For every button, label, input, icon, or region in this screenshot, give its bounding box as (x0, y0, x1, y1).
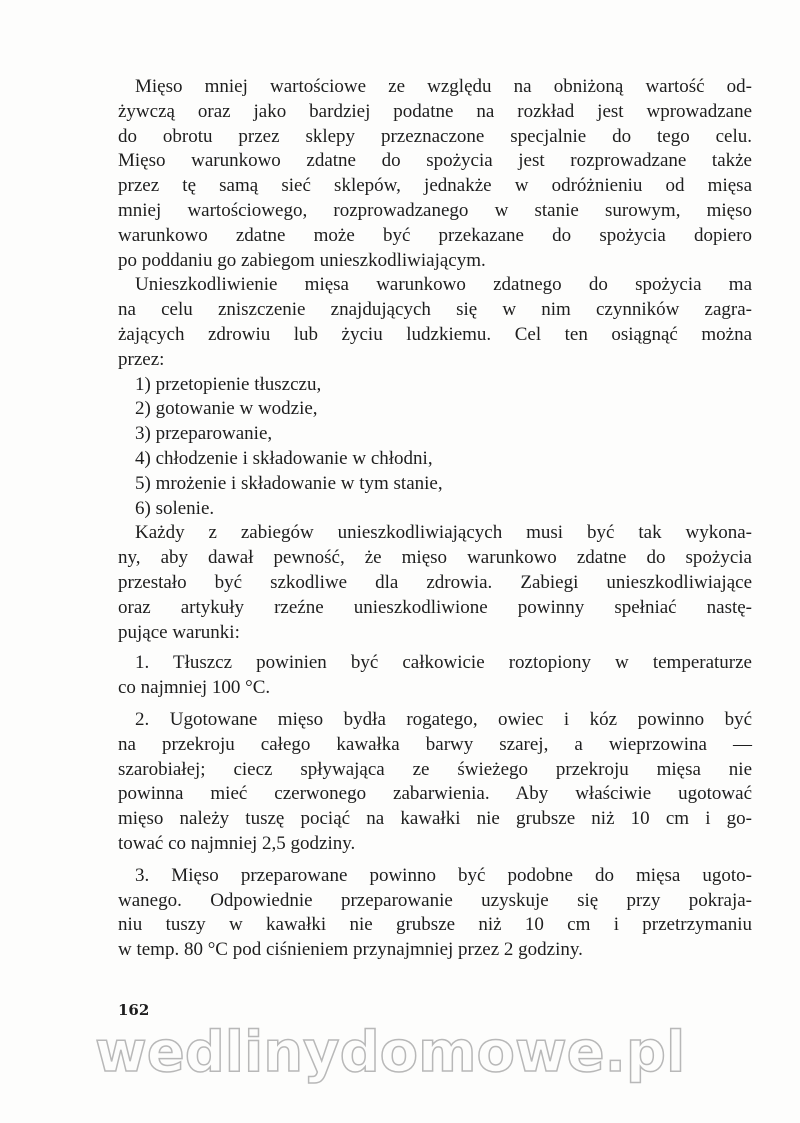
text-line: na przekroju całego kawałka barwy szarej, a wieprzowina — (118, 733, 752, 755)
text-line: wanego. Odpowiednie przeparowanie uzyskuje się przy pokraja- (118, 889, 752, 911)
page-number: 162 (118, 1001, 150, 1019)
text-line: 1. Tłuszcz powinien być całkowicie roztopiony w temperaturze (135, 652, 752, 674)
text-line: do obrotu przez sklepy przeznaczone specjalnie do tego celu. (118, 125, 752, 147)
list-item: 6) solenie. (135, 497, 215, 519)
text-line: po poddaniu go zabiegom unieszkodliwiającym. (118, 249, 486, 271)
list-item: 4) chłodzenie i składowanie w chłodni, (135, 448, 433, 469)
text-line: oraz artykuły rzeźne unieszkodliwione powinny spełniać nastę- (118, 596, 752, 618)
text-line: co najmniej 100 °C. (118, 677, 271, 699)
text-line: 2. Ugotowane mięso bydła rogatego, owiec i kóz powinno być (135, 709, 752, 730)
text-line: warunkowo zdatne może być przekazane do spożycia dopiero (118, 224, 752, 246)
list-item: 2) gotowanie w wodzie, (135, 398, 318, 420)
text-line: mięso należy tuszę pociąć na kawałki nie grubsze niż 10 cm i go- (118, 808, 752, 830)
text-line: mniej wartościowego, rozprowadzanego w stanie surowym, mięso (118, 200, 752, 221)
text-line: żających zdrowiu lub życiu ludzkiemu. Cel ten osiągnąć można (118, 324, 752, 345)
text-line: przestało być szkodliwe dla zdrowia. Zabiegi unieszkodliwiające (118, 572, 752, 593)
list-item: 5) mrożenie i składowanie w tym stanie, (135, 472, 443, 494)
text-line: żywczą oraz jako bardziej podatne na rozkład jest wprowadzane (118, 100, 752, 122)
text-line: w temp. 80 °C pod ciśnieniem przynajmniej przez 2 godziny. (118, 939, 583, 961)
text-line: tować co najmniej 2,5 godziny. (118, 833, 356, 854)
text-line: pujące warunki: (118, 621, 240, 643)
watermark-logo: wedlinydomowe.pl (95, 1020, 686, 1085)
text-line: powinna mieć czerwonego zabarwienia. Aby właściwie ugotować (118, 783, 752, 805)
text-line: na celu zniszczenie znajdujących się w nim czynników zagra- (118, 299, 752, 321)
list-item: 3) przeparowanie, (135, 423, 273, 445)
text-line: przez tę samą sieć sklepów, jednakże w odróżnieniu od mięsa (118, 175, 752, 197)
text-line: Mięso warunkowo zdatne do spożycia jest rozprowadzane także (118, 150, 752, 172)
text-line: szarobiałej; ciecz spływająca ze świeżego przekroju mięsa nie (118, 758, 752, 780)
text-line: niu tuszy w kawałki nie grubsze niż 10 cm i przetrzymaniu (118, 914, 752, 936)
text-line: przez: (118, 348, 165, 370)
text-line: ny, aby dawał pewność, że mięso warunkowo zdatne do spożycia (118, 547, 752, 569)
text-line: Unieszkodliwienie mięsa warunkowo zdatnego do spożycia ma (135, 274, 752, 296)
list-item: 1) przetopienie tłuszczu, (135, 373, 322, 395)
text-line: Mięso mniej wartościowe ze względu na obniżoną wartość od- (135, 76, 752, 97)
text-line: Każdy z zabiegów unieszkodliwiających musi być tak wykona- (135, 522, 752, 544)
text-line: 3. Mięso przeparowane powinno być podobne do mięsa ugoto- (135, 864, 752, 886)
